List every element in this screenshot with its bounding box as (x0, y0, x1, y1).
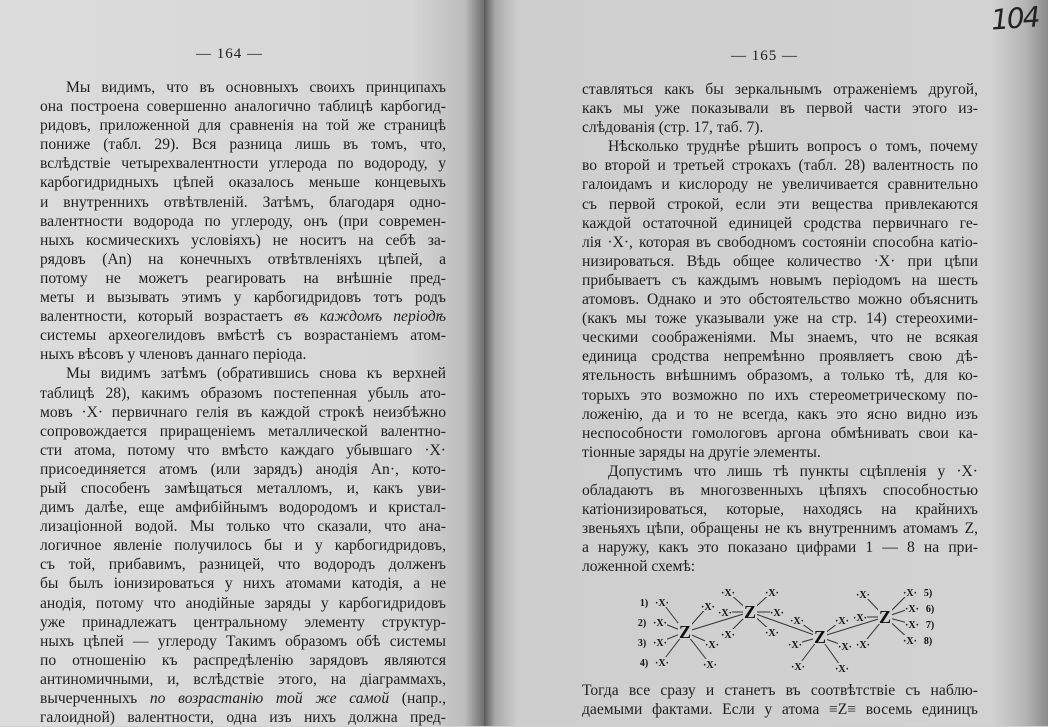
ligand-x: ·X· (853, 613, 867, 624)
line-text: Тогда все сразу и станетъ въ соотвѣтствіе съ наблю- (582, 682, 978, 699)
line-text: ложенію, да и то не всегда, какъ это ясно видно изъ (582, 405, 978, 423)
line-text: торыхъ это возможно по ихъ стереометрическому по- (582, 386, 978, 404)
line-text: съ той, прибавимъ, разницей, что водородъ долженъ (40, 556, 446, 574)
text-line (582, 405, 978, 424)
line-text: и внутреннихъ отвѣтвленій. Затѣмъ, благодаря одно- (40, 193, 446, 211)
text-line (582, 290, 978, 309)
text-line (40, 193, 446, 212)
line-text: (напр., (389, 690, 446, 707)
atom-z: Z (678, 622, 692, 642)
text-line (582, 175, 978, 194)
text-line (40, 555, 446, 574)
text-line (582, 233, 978, 252)
text-line (40, 173, 446, 192)
text-line (40, 460, 446, 479)
line-text: уже принадлежатъ центральному элементу структур- (40, 613, 446, 631)
line-text: сти атома, потому что вмѣсто каждаго убывшаго ·X· (40, 441, 446, 459)
text-line (40, 231, 446, 250)
text-line (40, 97, 446, 116)
text-line (40, 574, 446, 593)
ligand-x: ·X· (718, 608, 732, 619)
line-text: галоидамъ и кислороду не увеличивается сравнительно (582, 176, 978, 194)
position-number: 8) (923, 636, 933, 647)
ligand-x: ·X· (856, 640, 870, 651)
line-text: димъ далѣе, еще амфибійнымъ водородомъ и кристал- (40, 499, 446, 517)
italic-emphasis: въ каждомъ періодѣ (293, 308, 446, 326)
ligand-x: ·X· (905, 604, 919, 615)
text-line (582, 366, 978, 385)
text-line (582, 681, 978, 700)
line-text: мовъ ·X· первичнаго гелія въ каждой строкѣ неизбѣжно (40, 403, 446, 421)
line-text: пониже (табл. 29). Вся разница лишь въ томъ, что, (40, 136, 446, 154)
page-number: — 164 — (196, 46, 263, 62)
text-line (582, 424, 978, 443)
line-text: галоидной) валентности, одна изъ нихъ должна пред- (40, 709, 446, 727)
position-number: 3) (637, 638, 647, 649)
left-page-text (40, 78, 446, 727)
text-line (40, 517, 446, 536)
line-text: карбогидридныхъ цѣпей оказалось меньше концевыхъ (40, 174, 446, 192)
atom-z: Z (878, 607, 892, 627)
chain-bond (750, 612, 820, 637)
line-text: ческими соображеніями. Мы знаемъ, что не всякая (582, 329, 978, 347)
line-text: ныхъ космическихъ условіяхъ) не носитъ на себѣ за- (40, 231, 446, 249)
line-text: даемыми фактами. Если у атома ≡Z≡ восемь единицъ (582, 701, 978, 719)
ligand-x: ·X· (838, 642, 852, 653)
text-line (582, 519, 978, 538)
ligand-x: ·X· (703, 660, 717, 671)
position-number: 1) (639, 598, 649, 609)
italic-emphasis: по возрастанію той же самой (149, 690, 390, 707)
text-line (40, 441, 446, 460)
text-line (40, 288, 446, 307)
line-text: во второй и третьей строкахъ (табл. 28) валентность по (582, 157, 978, 175)
line-text: антиномичными, и, вслѣдствіе этого, на діаграммахъ, (40, 670, 446, 688)
text-line (40, 345, 446, 364)
line-text: ныхъ вѣсовъ у членовъ даннаго періода. (40, 346, 307, 364)
ligand-x: ·X· (791, 662, 805, 673)
line-text: съ первой строкой, если эти вещества привлекаются (582, 195, 978, 213)
text-line (582, 481, 978, 500)
line-text: а наружу, какъ это показано цифрами 1 — 8 на при- (582, 539, 978, 557)
line-text: какъ мы уже показывали въ первой части этого из- (582, 100, 978, 118)
ligand-x: ·X· (835, 664, 849, 675)
text-line (582, 118, 978, 137)
line-text: рядовъ (An) на конечныхъ отвѣтвленіяхъ цѣпей, а (40, 250, 446, 268)
line-text: (какъ мы тоже указывали уже на стр. 14) стереохими- (582, 310, 978, 328)
text-line (40, 479, 446, 498)
ligand-x: ·X· (721, 588, 735, 599)
line-text: вслѣдствіе четырехвалентности углерода по водороду, у (40, 155, 446, 173)
position-number: 7) (925, 620, 935, 631)
line-text: Нѣсколько труднѣе рѣшить вопросъ о томъ, почему (608, 138, 978, 156)
line-text: ложенной схемѣ: (582, 558, 696, 576)
line-text: неспособности гомологовъ аргона обмѣнивать свои ка- (582, 424, 978, 442)
line-text: Мы видимъ, что въ основныхъ своихъ принципахъ (66, 79, 446, 96)
line-text: бы былъ іонизироваться у нихъ атомами катодія, а не (40, 575, 446, 593)
ligand-x: ·X· (790, 616, 804, 627)
position-number: 4) (639, 658, 649, 669)
ligand-x: ·X· (903, 588, 917, 599)
text-line (582, 309, 978, 328)
line-text: Допустимъ что лишь тѣ пункты сцѣпленія у ·X· (608, 462, 978, 480)
position-number: 6) (925, 604, 935, 615)
text-line (582, 500, 978, 519)
text-line (40, 154, 446, 173)
line-text: логичное явленіе получилось бы и у карбогидридовъ, (40, 537, 446, 555)
ligand-x: ·X· (765, 588, 779, 599)
line-text: она построена совершенно аналогично таблицѣ карбогид- (40, 98, 446, 116)
line-text: присоединяется атомъ (или зарядъ) анодія An·, кото- (40, 460, 446, 478)
text-line (40, 250, 446, 269)
text-line (40, 689, 446, 708)
line-text: лія ·X·, которая въ свободномъ состояніи способна катіо- (582, 233, 978, 251)
ligand-x: ·X· (903, 636, 917, 647)
text-line (582, 443, 978, 462)
text-line (40, 135, 446, 154)
text-line (40, 212, 446, 231)
text-line (582, 347, 978, 366)
line-text: ставляться какъ бы зеркальнымъ отраженіемъ другой, (582, 81, 978, 98)
line-text: анодія, потому что анодійные заряды у карбогидридовъ (40, 594, 446, 612)
text-line (40, 364, 446, 383)
ligand-x: ·X· (721, 630, 735, 641)
text-line (582, 80, 978, 99)
line-text: по отношенію къ распредѣленію зарядовъ являются (40, 651, 446, 669)
line-text: вычерченныхъ (40, 690, 150, 707)
ligand-x: ·X· (765, 628, 779, 639)
line-text: ридовъ, приложенной для сравненія на той же страницѣ (40, 117, 446, 135)
text-line (40, 594, 446, 613)
position-number: 5) (923, 588, 933, 599)
text-line (40, 632, 446, 651)
handwritten-page-note: 104 (989, 0, 1040, 37)
text-line (40, 78, 446, 97)
text-line (582, 137, 978, 156)
text-line (40, 651, 446, 670)
line-text: рый способенъ замѣщаться металломъ, и, какъ уви- (40, 479, 446, 497)
line-text: ныхъ цѣпей — углероду Такимъ образомъ обѣ системы (40, 632, 446, 650)
text-line (582, 462, 978, 481)
line-text: валентности водорода по углероду, онъ (при современ- (40, 212, 446, 230)
line-text: единица сродства непремѣнно проявляетъ свою дѣ- (582, 348, 978, 366)
ligand-x: ·X· (856, 590, 870, 601)
page-number: — 165 — (731, 48, 798, 64)
line-text: системы археогелидовъ вмѣстѣ съ возрастаніемъ атом- (40, 327, 446, 345)
text-line (582, 700, 978, 719)
text-line (40, 384, 446, 403)
line-text: валентности, который возрастаетъ (40, 308, 294, 326)
position-number: 2) (637, 618, 647, 629)
left-page (0, 0, 484, 726)
line-text: сопровождается приращеніемъ металлической валентно- (40, 422, 446, 440)
line-text: ятельность внѣшнимъ образомъ, а только тѣ, для ко- (582, 367, 978, 385)
text-line (582, 271, 978, 290)
line-text: слѣдованія (стр. 17, таб. 7). (582, 119, 764, 137)
chemical-chain-diagram (630, 582, 960, 678)
line-text: лизаціонной водой. Мы только что сказали, что ана- (40, 518, 446, 536)
text-line (582, 156, 978, 175)
text-line (40, 708, 446, 727)
ligand-x: ·X· (770, 608, 784, 619)
line-text: обладаютъ въ многозвенныхъ цѣпяхъ способностью (582, 481, 978, 499)
text-line (40, 670, 446, 689)
ligand-x: ·X· (788, 640, 802, 651)
line-text: прибываетъ съ каждымъ новымъ періодомъ на шесть (582, 271, 978, 289)
text-line (40, 326, 446, 345)
line-text: катіонизироваться, которые, находясь на крайнихъ (582, 501, 978, 519)
line-text: атомовъ. Однако и это обстоятельство можно объяснить (582, 291, 978, 309)
ligand-x: ·X· (701, 602, 715, 613)
text-line (582, 214, 978, 233)
text-line (40, 536, 446, 555)
ligand-x: ·X· (655, 658, 669, 669)
text-line (40, 269, 446, 288)
text-line (582, 386, 978, 405)
ligand-x: ·X· (905, 620, 919, 631)
ligand-x: ·X· (705, 640, 719, 651)
text-line (582, 195, 978, 214)
text-line (582, 538, 978, 557)
text-line (582, 328, 978, 347)
line-text: таблицѣ 28), какимъ образомъ постепенная убыль ато- (40, 384, 446, 402)
text-line (40, 498, 446, 517)
right-page-text (582, 80, 978, 576)
atom-z: Z (813, 627, 827, 647)
text-line (40, 116, 446, 135)
text-line (40, 422, 446, 441)
text-line (582, 252, 978, 271)
line-text: низироваться. Вѣдь общее количество ·X· при цѣпи (582, 252, 978, 270)
line-text: меты и вызывать этимъ у карбогидридовъ тотъ родъ (40, 289, 446, 307)
text-line (582, 99, 978, 118)
text-line (582, 557, 978, 576)
ligand-x: ·X· (653, 638, 667, 649)
ligand-x: ·X· (835, 616, 849, 627)
line-text: Мы видимъ затѣмъ (обратившись снова къ верхней (66, 365, 446, 383)
line-text: звеньяхъ цѣпи, обращены не къ внутреннимъ атомамъ Z, (582, 520, 978, 538)
text-line (40, 403, 446, 422)
atom-z: Z (743, 602, 757, 622)
text-line (40, 307, 446, 326)
line-text: потому не можетъ реагировать на внѣшніе пред- (40, 269, 446, 287)
right-page-text-bottom (582, 681, 978, 719)
line-text: каждой остаточной единицей сродства первичнаго ге- (582, 214, 978, 232)
text-line (40, 613, 446, 632)
ligand-x: ·X· (653, 618, 667, 629)
ligand-x: ·X· (655, 598, 669, 609)
line-text: тіонные заряды на другіе элементы. (582, 443, 821, 461)
